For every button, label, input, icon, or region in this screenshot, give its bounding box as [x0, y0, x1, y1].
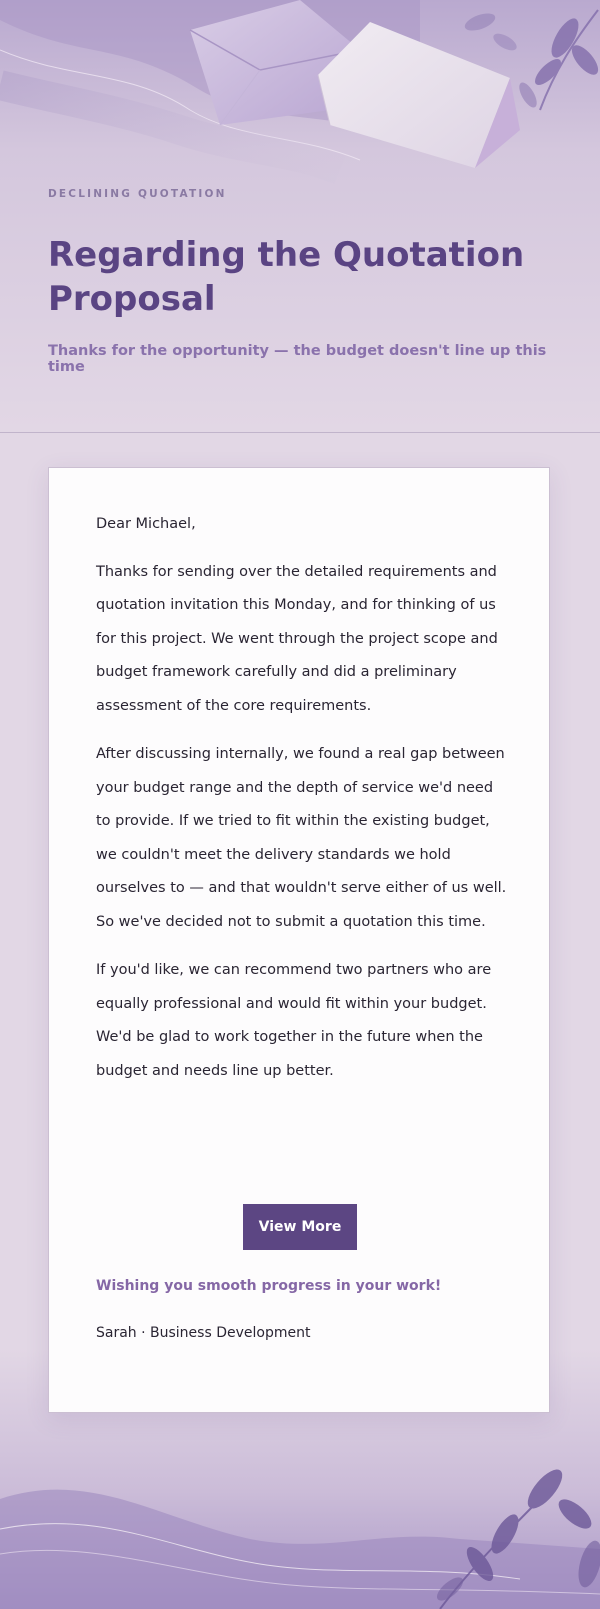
- signature: Sarah · Business Development: [96, 1325, 311, 1341]
- header-divider: [0, 432, 600, 433]
- letter-paragraph: Thanks for sending over the detailed requirements and quotation invitation this Monday, and for thinking of us for this project. We went through the project scope and budget framework carefully and did a preliminary assessment of the core requirements.: [96, 563, 498, 714]
- closing-line: Wishing you smooth progress in your work!: [96, 1278, 442, 1294]
- letter-paragraph: After discussing internally, we found a real gap between your budget range and the depth of service we'd need to provide. If we tried to fit within the existing budget, we couldn't meet the delivery standards we hold ourselves to — and that wouldn't serve either of us well. So we've decided not to submit a quotation this time.: [96, 746, 507, 930]
- letter-body: [96, 508, 508, 1103]
- letter-greeting: Dear Michael,: [96, 516, 196, 532]
- view-more-button[interactable]: View More: [243, 1204, 357, 1250]
- eyebrow-label: DECLINING QUOTATION: [48, 188, 227, 200]
- letter-card: [48, 467, 550, 1413]
- page-title: Regarding the Quotation Proposal: [48, 235, 525, 319]
- email-header: [48, 188, 568, 375]
- letter-paragraph: If you'd like, we can recommend two partners who are equally professional and would fit within your budget. We'd be glad to work together in the future when the budget and needs line up better.: [96, 962, 492, 1079]
- page-subtitle: Thanks for the opportunity — the budget doesn't line up this time: [48, 343, 547, 375]
